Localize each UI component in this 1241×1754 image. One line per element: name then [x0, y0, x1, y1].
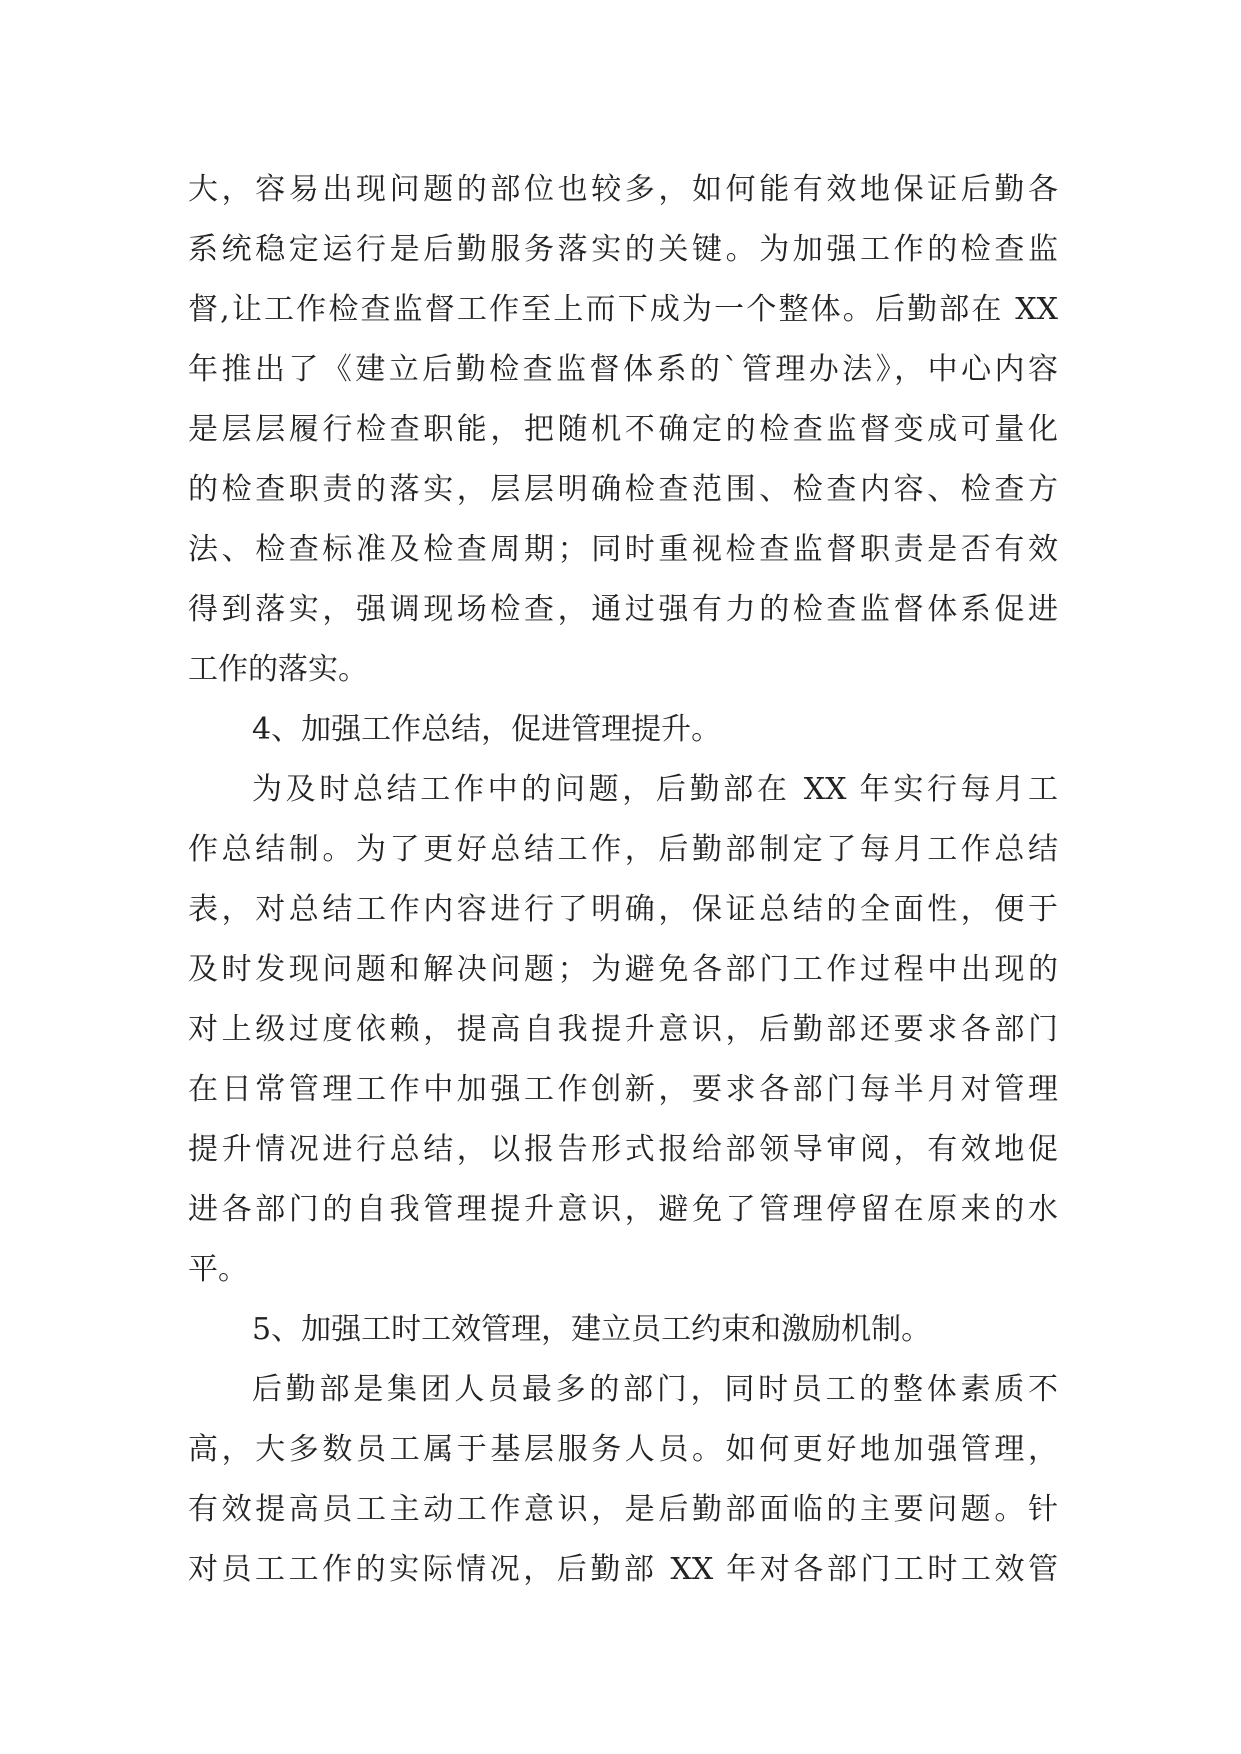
text-line: 大，容易出现问题的部位也较多，如何能有效地保证后勤各 — [188, 172, 1058, 207]
text-line: 得到落实，强调现场检查，通过强有力的检查监督体系促进 — [188, 592, 1058, 627]
text-line: 年推出了《建立后勤检查监督体系的`管理办法》，中心内容 — [188, 352, 1058, 387]
text-line: 高，大多数员工属于基层服务人员。如何更好地加强管理， — [188, 1432, 1058, 1467]
text-line: 督,让工作检查监督工作至上而下成为一个整体。后勤部在 XX — [188, 292, 1058, 327]
paragraph-first-line: 为及时总结工作中的问题，后勤部在 XX 年实行每月工 — [252, 772, 1058, 807]
text-line: 及时发现问题和解决问题；为避免各部门工作过程中出现的 — [188, 952, 1058, 987]
text-line: 提升情况进行总结，以报告形式报给部领导审阅，有效地促 — [188, 1132, 1058, 1167]
text-line: 有效提高员工主动工作意识，是后勤部面临的主要问题。针 — [188, 1492, 1058, 1527]
text-line: 的检查职责的落实，层层明确检查范围、检查内容、检查方 — [188, 472, 1058, 507]
text-line: 在日常管理工作中加强工作创新，要求各部门每半月对管理 — [188, 1072, 1058, 1107]
text-line: 作总结制。为了更好总结工作，后勤部制定了每月工作总结 — [188, 832, 1058, 867]
text-line: 工作的落实。 — [188, 652, 368, 687]
text-line: 表，对总结工作内容进行了明确，保证总结的全面性，便于 — [188, 892, 1058, 927]
text-line: 平。 — [188, 1252, 248, 1287]
text-line: 法、检查标准及检查周期；同时重视检查监督职责是否有效 — [188, 532, 1058, 567]
section-heading: 4、加强工作总结，促进管理提升。 — [252, 712, 722, 747]
paragraph-first-line: 后勤部是集团人员最多的部门，同时员工的整体素质不 — [252, 1372, 1058, 1407]
text-line: 对员工工作的实际情况，后勤部 XX 年对各部门工时工效管 — [188, 1552, 1058, 1587]
text-line: 系统稳定运行是后勤服务落实的关键。为加强工作的检查监 — [188, 232, 1058, 267]
text-line: 进各部门的自我管理提升意识，避免了管理停留在原来的水 — [188, 1192, 1058, 1227]
text-line: 对上级过度依赖，提高自我提升意识，后勤部还要求各部门 — [188, 1012, 1058, 1047]
text-line: 是层层履行检查职能，把随机不确定的检查监督变成可量化 — [188, 412, 1058, 447]
section-heading: 5、加强工时工效管理，建立员工约束和激励机制。 — [252, 1312, 932, 1347]
document-body — [188, 160, 1058, 1600]
